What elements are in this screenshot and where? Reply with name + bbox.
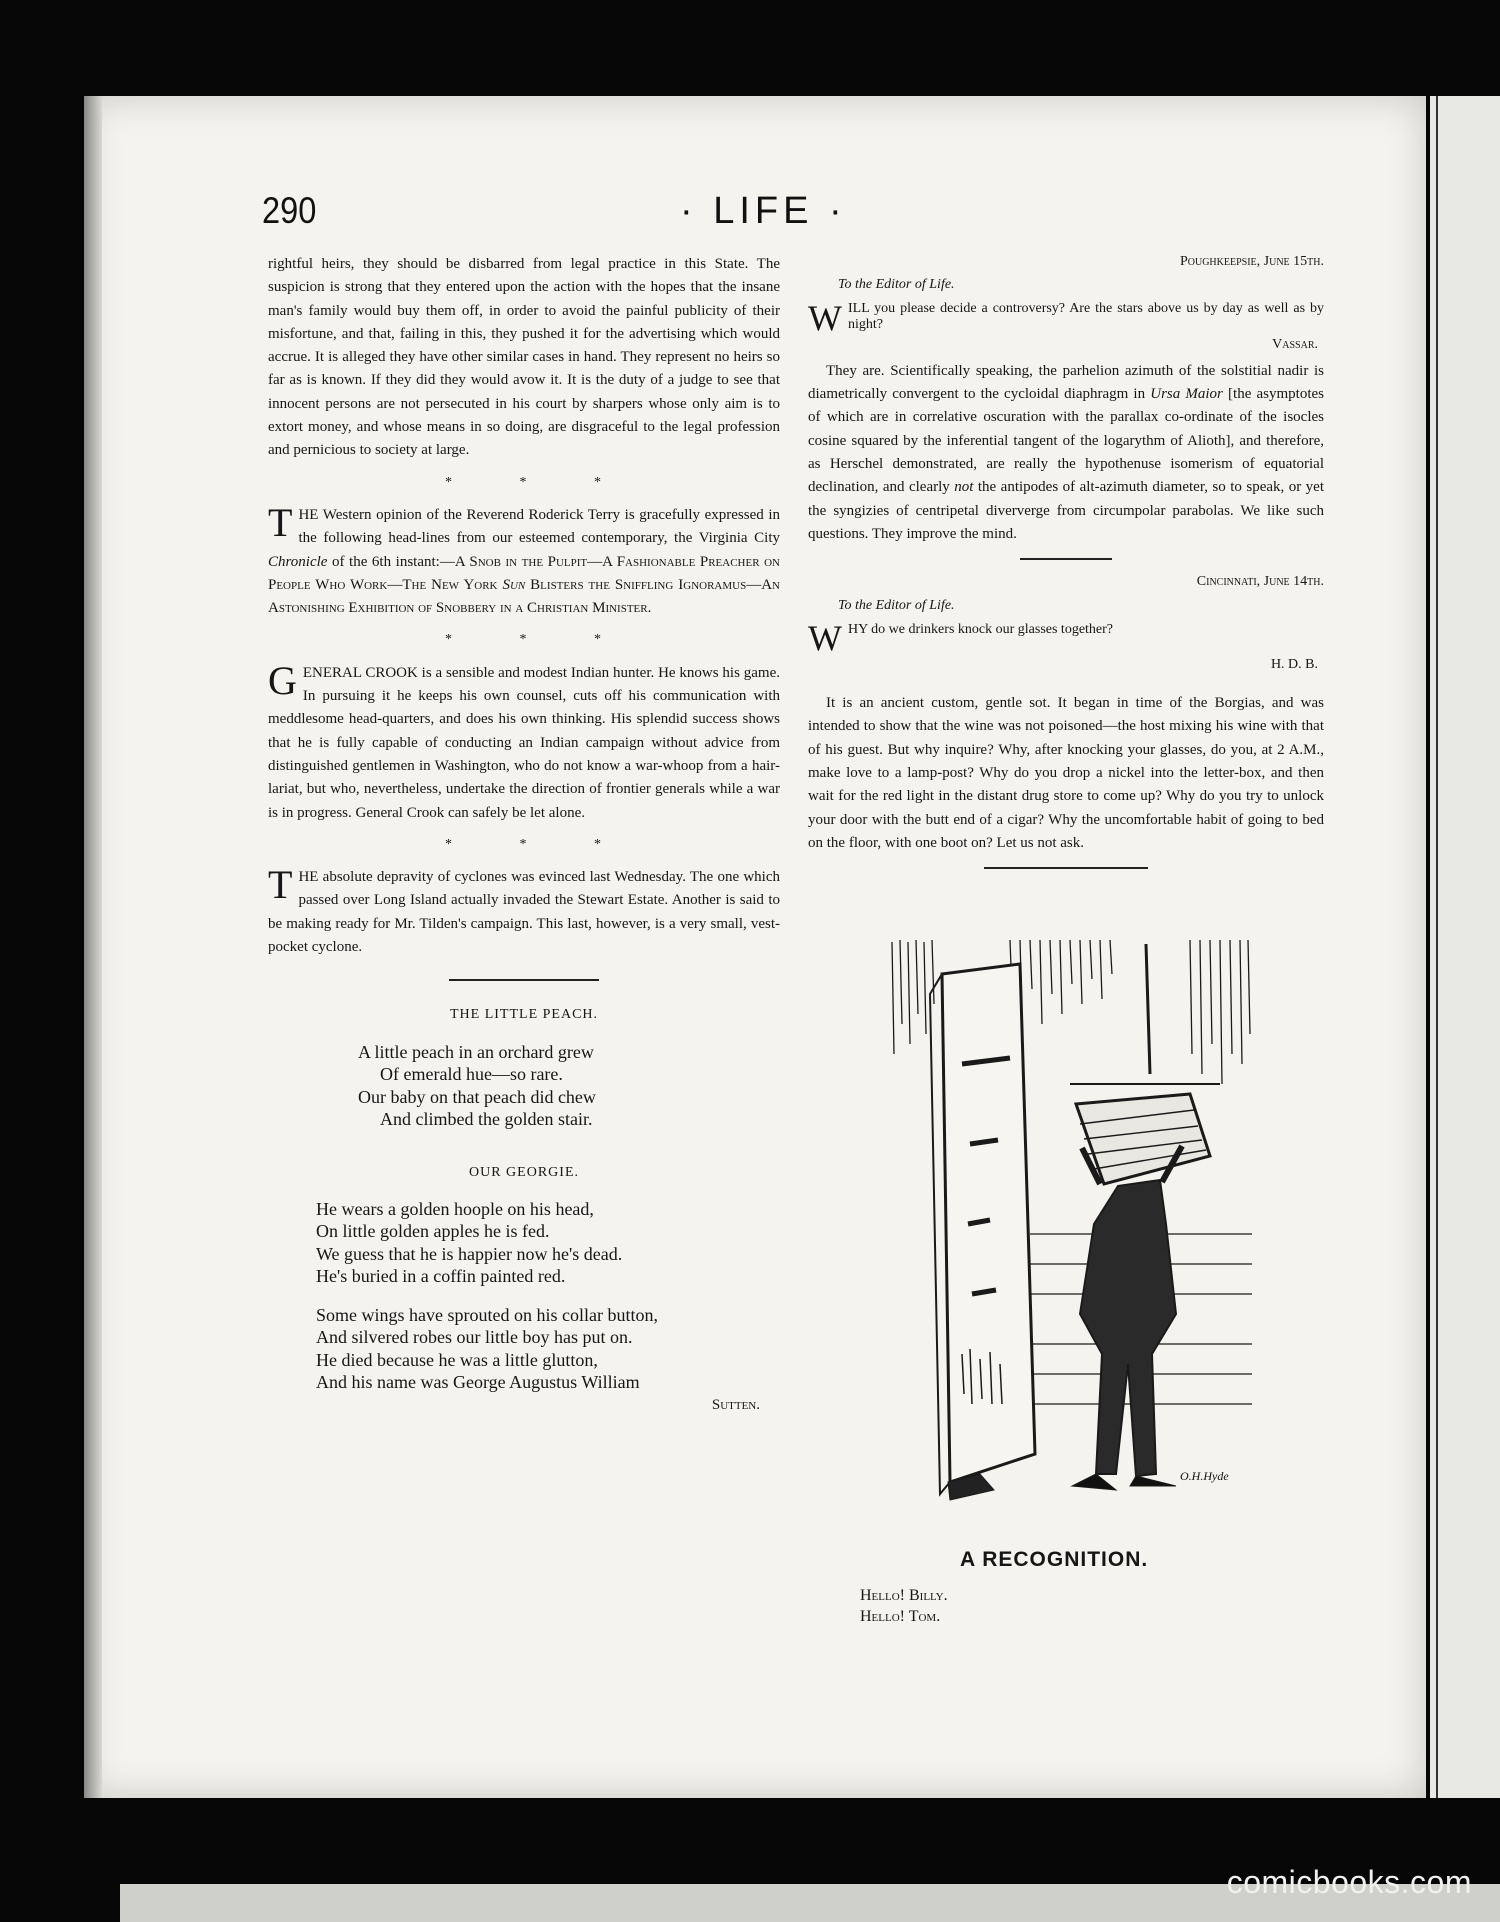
- letter-signature: Vassar.: [1272, 336, 1318, 352]
- poem-title-little-peach: THE LITTLE PEACH.: [449, 1007, 599, 1023]
- letter-body: WILL you please decide a controversy? Are the stars above us by day as well as by night?: [808, 297, 1324, 338]
- letter-body: WHY do we drinkers knock our glasses together?: [808, 617, 1114, 658]
- paragraph-crook: GENERAL CROOK is a sensible and modest Indian hunter. He knows his game. In pursuing it he keeps his own counsel, cuts off his communication with meddlesome head-quarters, and does his own thinking. His splendid success shows that he is fully capable of conducting an Indian campaign without advice from distinguished gentlemen in Washington, who do not know a war-whoop from a hair-lariat, but who, nevertheless, undertake the direction of frontier generals while a war is in progress. General Crook can safely be let alone.: [268, 657, 780, 821]
- poem-line: He died because he was a little glutton,: [316, 1349, 598, 1370]
- answer-paragraph: It is an ancient custom, gentle sot. It began in time of the Borgias, and was intended to show that the wine was not poisoned—the host mixing his wine with that of his guest. But why inquire? Why, after knocking your glasses, do you, at 2 A.M., make love to a lamp-post? Why do you drop a nickel into the letter-box, and then wait for the red light in the distant drug store to come up? Why do you try to unlock your door with the butt end of a cigar? Why the uncomfortable habit of going to bed on the floor, with one boot on? Let us not ask.: [808, 695, 1324, 851]
- poem-line: Of emerald hue—so rare.: [380, 1064, 563, 1085]
- drop-cap: W: [808, 297, 842, 338]
- cartoon-caption: [860, 1585, 948, 1627]
- section-divider-stars: * * *: [445, 474, 633, 490]
- section-rule: [449, 979, 599, 981]
- poem-line: Our baby on that peach did chew: [358, 1086, 596, 1107]
- page-binding-edge: [84, 96, 102, 1798]
- answer-paragraph: They are. Scientifically speaking, the parhelion azimuth of the solstitial nadir is diametrically convergent to the cycloidal diaphragm in Ursa Maior [the asymptotes of which are in correlative oscuration with the parallax co-ordinate of the isocles cosine squared by the inferential tangent of the logarythm of Alioth], and therefore, as Herschel demonstrated, are really the hypothenuse isomerism of equatorial declination, and clearly not the antipodes of alt-azimuth diameter, so to speak, or yet the syngizies of centripetal diververge from circumpolar parabolas. We like such questions. They improve the mind.: [808, 362, 1324, 542]
- poem-our-georgie: [316, 1198, 780, 1394]
- section-rule: [1020, 558, 1112, 560]
- paragraph-cyclones: THE absolute depravity of cyclones was evinced last Wednesday. The one which passed over Long Island actually invaded the Stewart Estate. Another is said to be making ready for Mr. Tilden's campaign. This last, however, is a very small, vest-pocket cyclone.: [268, 862, 780, 956]
- cartoon-illustration: [890, 934, 1252, 1516]
- drop-cap: T: [268, 499, 293, 545]
- caption-line: Hello! Tom.: [860, 1608, 941, 1625]
- paragraph-terry: THE Western opinion of the Reverend Roderick Terry is gracefully expressed in the following head-lines from our esteemed contemporary, the Virginia City Chronicle of the 6th instant:—A Snob in the Pulpit—A Fashionable Preacher on People Who Work—The New York Sun Blisters the Sniffling Ignoramus—An Astonishing Exhibition of Snobbery in a Christian Minister.: [268, 499, 780, 617]
- drop-cap: T: [268, 862, 293, 908]
- poem-line: We guess that he is happier now he's dead.: [316, 1243, 623, 1264]
- poem-line: And climbed the golden stair.: [380, 1109, 593, 1130]
- letter-dateline: Poughkeepsie, June 15th.: [1179, 254, 1324, 269]
- poem-author: Sutten.: [711, 1396, 760, 1413]
- drop-cap: W: [808, 617, 842, 658]
- poem-line: And silvered robes our little boy has put on.: [316, 1327, 633, 1348]
- poem-line: He's buried in a coffin painted red.: [316, 1266, 566, 1287]
- poem-little-peach: [358, 1041, 780, 1131]
- poem-line: Some wings have sprouted on his collar button,: [316, 1304, 658, 1325]
- drop-cap: G: [268, 657, 297, 703]
- left-column: [268, 253, 780, 1417]
- cartoon-title: A RECOGNITION.: [960, 1548, 1149, 1571]
- poem-line: He wears a golden hoople on his head,: [316, 1198, 594, 1219]
- adjacent-page-edge: [1430, 96, 1500, 1798]
- poem-title-our-georgie: OUR GEORGIE.: [469, 1164, 579, 1180]
- poem-line: On little golden apples he is fed.: [316, 1221, 550, 1242]
- masthead: · LIFE ·: [680, 190, 847, 232]
- page-number: 290: [262, 190, 317, 231]
- right-column: [808, 250, 1324, 891]
- section-divider-stars: * * *: [445, 632, 633, 648]
- watermark: comicbooks.com: [1226, 1864, 1472, 1900]
- caption-line: Hello! Billy.: [860, 1587, 948, 1604]
- section-rule: [984, 867, 1148, 869]
- poem-line: And his name was George Augustus William: [316, 1372, 640, 1393]
- artist-signature: O.H.Hyde: [1180, 1469, 1229, 1483]
- letter-salutation: To the Editor of Life.: [838, 597, 955, 613]
- letter-signature: H. D. B.: [1270, 656, 1318, 672]
- section-divider-stars: * * *: [445, 836, 633, 852]
- letter-salutation: To the Editor of Life.: [838, 277, 955, 293]
- paragraph-heirs: rightful heirs, they should be disbarred from legal practice in this State. The suspicion is strong that they entered upon the action with the hopes that the insane man's family would buy them off, in order to avoid the painful publicity of their misfortune, and that, failing in this, they pushed it for the advertising which would accrue. It is alleged they have other similar cases in hand. They represent no heirs so far as is known. If they did they would avow it. It is the duty of a judge to see that innocent persons are not persecuted in his court by sharpers whose only aim is to extort money, and whose means in so doing, are disgraceful to the legal profession and pernicious to society at large.: [268, 256, 780, 459]
- letter-dateline: Cincinnati, June 14th.: [1196, 574, 1324, 590]
- poem-line: A little peach in an orchard grew: [358, 1041, 594, 1062]
